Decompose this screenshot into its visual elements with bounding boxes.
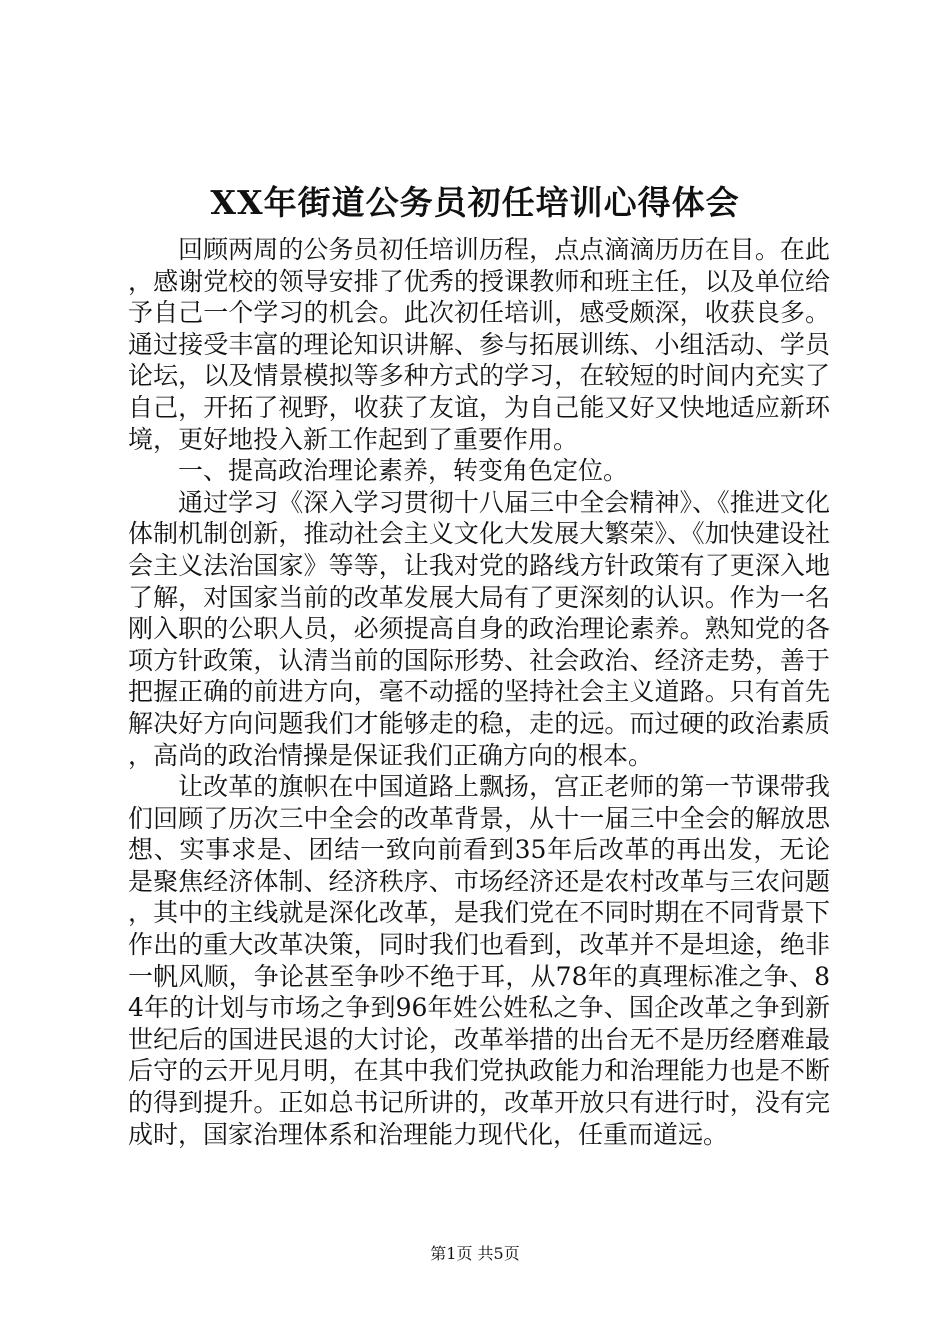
document-body <box>128 234 830 1150</box>
page-footer: 第1页 共5页 <box>430 1244 520 1263</box>
paragraph-political-theory: 通过学习《深入学习贯彻十八届三中全会精神》、《推进文化体制机制创新，推动社会主义文化大发展大繁荣》、《加快建设社会主义法治国家》等等，让我对党的路线方针政策有了更深入地了解，对国家当前的改革发展大局有了更深刻的认识。作为一名刚入职的公职人员，必须提高自身的政治理论素养。熟知党的各项方针政策，认清当前的国际形势、社会政治、经济走势，善于把握正确的前进方向，毫不动摇的坚持社会主义道路。只有首先解决好方向问题我们才能够走的稳，走的远。而过硬的政治素质，高尚的政治情操是保证我们正确方向的根本。 <box>128 487 830 770</box>
paragraph-reform: 让改革的旗帜在中国道路上飘扬，宫正老师的第一节课带我们回顾了历次三中全会的改革背景，从十一届三中全会的解放思想、实事求是、团结一致向前看到35年后改革的再出发，无论是聚焦经济体制、经济秩序、市场经济还是农村改革与三农问题，其中的主线就是深化改革，是我们党在不同时期在不同背景下作出的重大改革决策，同时我们也看到，改革并不是坦途，绝非一帆风顺，争论甚至争吵不绝于耳，从78年的真理标准之争、84年的计划与市场之争到96年姓公姓私之争、国企改革之争到新世纪后的国进民退的大讨论，改革举措的出台无不是历经磨难最后守的云开见月明，在其中我们党执政能力和治理能力也是不断的得到提升。正如总书记所讲的，改革开放只有进行时，没有完成时，国家治理体系和治理能力现代化，任重而道远。 <box>128 772 830 1149</box>
document-title: XX年街道公务员初任培训心得体会 <box>210 183 740 222</box>
paragraph-section-heading: 一、提高政治理论素养，转变角色定位。 <box>178 456 629 486</box>
paragraph-intro: 回顾两周的公务员初任培训历程，点点滴滴历历在目。在此，感谢党校的领导安排了优秀的授课教师和班主任，以及单位给予自己一个学习的机会。此次初任培训，感受颇深，收获良多。通过接受丰富的理论知识讲解、参与拓展训练、小组活动、学员论坛，以及情景模拟等多种方式的学习，在较短的时间内充实了自己，开拓了视野，收获了友谊，为自己能又好又快地适应新环境，更好地投入新工作起到了重要作用。 <box>128 235 830 454</box>
